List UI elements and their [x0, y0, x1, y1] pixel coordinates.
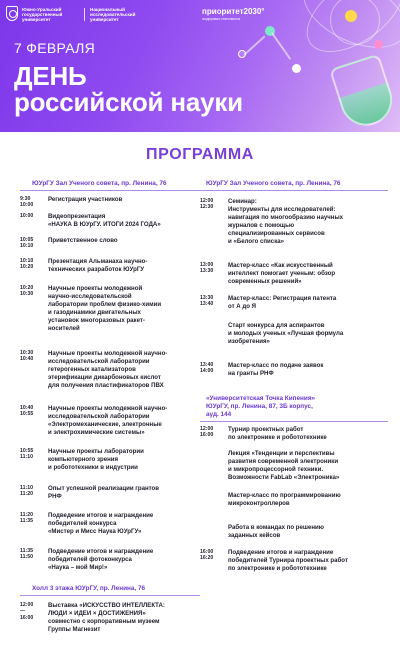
event-text: Опыт успешной реализации грантов РНФ [48, 485, 160, 500]
event-title-line2: российской науки [14, 87, 243, 117]
event-text: Подведение итогов и награждение победителей фотоконкурса «Наука – мой Мир!» [48, 548, 154, 571]
event-text: Видеопрезентация «НАУКА В ЮУрГУ. ИТОГИ 2024 ГОДА» [48, 213, 161, 228]
event-text: Научные проекты лаборатории компьютерного зрения и робототехники в индустрии [48, 448, 144, 471]
molecule-bond [271, 32, 291, 59]
event-title: ДЕНЬ [14, 61, 87, 91]
event-text: Регистрация участников [48, 196, 123, 203]
event-date: 7 ФЕВРАЛЯ [14, 40, 96, 56]
time-slot: 10:10 10:20 [20, 258, 34, 271]
event-text: Мастер-класс по подаче заявок на гранты РНФ [228, 362, 324, 377]
time-slot: 12:00 12:30 [200, 198, 214, 211]
university-emblem-icon [6, 6, 18, 21]
event-text: Мастер-класс: Регистрация патента от А до Я [228, 295, 337, 310]
time-slot: 11:20 11:35 [20, 512, 33, 525]
time-slot: 12:00 — 16:00 [20, 602, 34, 621]
venue-heading: «Университетская Точка Кипения» [206, 395, 316, 402]
event-text: Мастер-класс по программированию микроконтроллеров [228, 492, 341, 507]
venue-heading: Холл 3 этажа ЮУрГУ, пр. Ленина, 76 [32, 585, 146, 592]
event-text: Турнир проектных работ по электронике и робототехнике [228, 426, 327, 441]
time-slot: 13:40 14:00 [200, 362, 214, 375]
venue-heading: ЮУрГУ Зал Ученого совета, пр. Ленина, 76 [206, 180, 341, 187]
priority-2030-logo: приоритет2030° [202, 7, 265, 16]
divider [20, 595, 200, 596]
time-slot: 10:05 10:10 [20, 237, 34, 250]
event-text: Научные проекты молодежной научно- исследовательской лаборатории «Электромеханические, электронные и электрохимические системы» [48, 405, 168, 436]
event-text: Подведение итогов и награждение победителей конкурса «Мистер и Мисс Наука ЮУрГУ» [48, 512, 154, 535]
time-slot: 10:20 10:30 [20, 285, 34, 298]
time-slot: 13:00 13:30 [200, 262, 214, 275]
time-slot: 10:55 11:10 [20, 448, 34, 461]
time-slot: 16:00 16:20 [200, 549, 214, 562]
event-text: Старт конкурса для аспирантов и молодых ученых «Лучшая формула изобретения» [228, 322, 344, 345]
divider [200, 421, 388, 422]
nru-logo-text: Национальный исследовательский университет [90, 7, 136, 22]
event-text: Мастер-класс «Как искусственный интеллект помогает ученым: обзор современных решений» [228, 262, 336, 285]
time-slot: 13:30 13:40 [200, 295, 214, 308]
molecule-node-icon [292, 64, 301, 73]
event-text: Приветственное слово [48, 237, 118, 244]
venue-address: ЮУрГУ, пр. Ленина, 87, 3Б корпус, [206, 403, 313, 410]
university-logo-text: Южно-Уральский государственный университет [22, 7, 63, 22]
time-slot: 9:30 10:00 [20, 196, 34, 209]
event-text: Научные проекты молодежной научно- исследовательской лаборатории гетерогенных катализаторов этерификации дикарбоновых кислот для получения пластификаторов ПВХ [48, 350, 168, 389]
venue-heading: ЮУрГУ Зал Ученого совета, пр. Ленина, 76 [32, 180, 167, 187]
time-slot: 12:00 16:00 [200, 426, 214, 439]
event-text: Выставка «ИСКУССТВО ИНТЕЛЛЕКТА: ЛЮДИ × ИДЕИ × ДОСТИЖЕНИЯ» совместно с корпоративным музеем Группы Магнезит [48, 602, 165, 633]
time-slot: 10:40 10:55 [20, 405, 34, 418]
event-text: Работа в командах по решению заданных кейсов [228, 524, 324, 539]
time-slot: 11:35 11:50 [20, 548, 33, 561]
priority-2030-slogan: лидерами становятся [202, 17, 241, 21]
event-text: Лекция «Тенденции и перспективы развития современной электроники и микропроцессорной техники. Возможности FabLab «Электроника» [228, 450, 340, 481]
flask-icon [329, 54, 399, 132]
event-text: Семинар: Инструменты для исследователей: навигация по многообразию научных журналов с помощью специализированных сервисов и «Белого списка» [228, 198, 344, 245]
molecule-node-icon [345, 10, 357, 22]
time-slot: 11:10 11:20 [20, 485, 33, 498]
time-slot: 10:00 [20, 213, 34, 219]
event-banner [0, 0, 400, 132]
molecule-node-icon [374, 40, 383, 49]
venue-room: ауд. 144 [206, 411, 232, 418]
divider [20, 190, 200, 191]
logo-divider [84, 8, 85, 21]
event-text: Подведение итогов и награждение победителей Турнира проектных работ по электронике и робототехнике [228, 549, 348, 572]
divider [200, 190, 388, 191]
event-text: Презентация Альманаха научно- технических разработок ЮУрГУ [48, 258, 148, 273]
program-heading: ПРОГРАММА [146, 146, 254, 163]
molecule-bond [243, 36, 265, 56]
event-text: Научные проекты молодежной научно-исследовательской лаборатории проблем физико-химии и газодинамики двигательных установок многоразовых ракет- носителей [48, 285, 162, 332]
time-slot: 10:30 10:40 [20, 350, 34, 363]
